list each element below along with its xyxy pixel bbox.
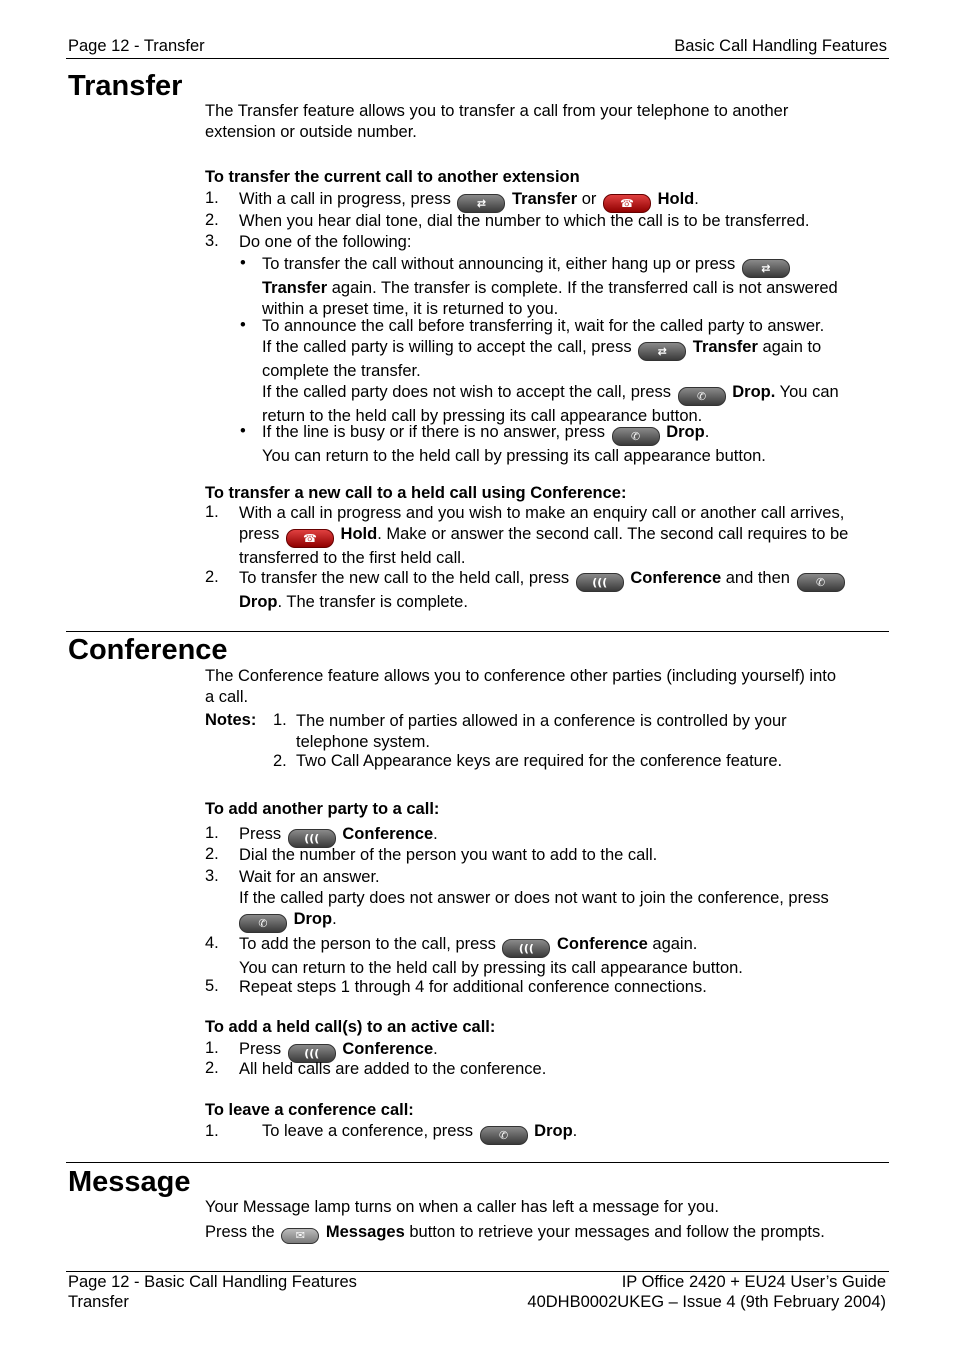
step-number: 2.	[205, 845, 219, 863]
step-number: 1.	[273, 711, 287, 729]
text: Messages	[325, 1223, 405, 1241]
step-number: 2.	[205, 211, 219, 229]
note2: Two Call Appearance keys are required for the conference feature.	[296, 752, 783, 770]
text: Press	[239, 1040, 282, 1058]
message-title: Message	[68, 1166, 191, 1198]
text: transferred to the first held call.	[239, 549, 466, 567]
drop-icon: ✆	[797, 573, 845, 592]
text: Hold	[340, 525, 378, 543]
transfer-intro-l2: extension or outside number.	[205, 123, 417, 141]
text: Drop	[666, 423, 705, 441]
conference-icon: (((	[288, 829, 336, 848]
footer-left2: Transfer	[68, 1293, 129, 1311]
message-l1: Your Message lamp turns on when a caller has left a message for you.	[205, 1198, 719, 1216]
footer-right1: IP Office 2420 + EU24 User’s Guide	[621, 1273, 886, 1291]
step-number: 2.	[273, 752, 287, 770]
drop-icon: ✆	[678, 387, 726, 406]
step-number: 1.	[205, 503, 219, 521]
step-number: 1.	[205, 824, 219, 842]
transfer-icon: ⇄	[742, 259, 790, 278]
text: return to the held call by pressing its call appearance button.	[262, 407, 703, 425]
text: . Make or answer the second call. The second call requires to be	[377, 525, 849, 543]
text: Press	[239, 825, 282, 843]
transfer-step1: With a call in progress, press ⇄ Transfer or ☎ Hold.	[239, 189, 889, 213]
text: To leave a conference, press	[262, 1122, 473, 1140]
conference-icon: (((	[576, 573, 624, 592]
text: Hold	[657, 190, 695, 208]
text: . The transfer is complete.	[277, 593, 468, 611]
step-number: 1.	[205, 1122, 219, 1140]
text: You can return to the held call by pressing its call appearance button.	[262, 447, 766, 465]
text: again.	[652, 935, 698, 953]
text: or	[581, 190, 597, 208]
step-number: 3.	[205, 867, 219, 885]
text: within a preset time, it is returned to you.	[262, 300, 559, 318]
transfer-title: Transfer	[68, 70, 183, 102]
message-l2	[205, 1222, 895, 1244]
text: If the called party does not wish to accept the call, press	[262, 383, 672, 401]
transfer-sub1: To transfer the current call to another extension	[205, 168, 580, 186]
step-number: 2.	[205, 1059, 219, 1077]
conference-step3: Wait for an answer. If the called party does not answer or does not want to join the conference, press ✆ Drop.	[239, 867, 889, 933]
transfer-icon: ⇄	[457, 194, 505, 213]
transfer-icon: ⇄	[638, 342, 686, 361]
text: a call.	[205, 688, 249, 706]
text: Drop	[534, 1122, 573, 1140]
transfer-sub2: To transfer a new call to a held call using Conference:	[205, 484, 627, 502]
step-number: 3.	[205, 232, 219, 250]
text: The number of parties allowed in a conference is controlled by your	[296, 712, 787, 730]
step-number: 4.	[205, 934, 219, 952]
text: Drop	[293, 910, 333, 928]
step-number: 1.	[205, 1039, 219, 1057]
text: Conference	[630, 569, 722, 587]
transfer-bullet2	[262, 316, 889, 427]
text: Conference	[557, 935, 648, 953]
step-number: 5.	[205, 977, 219, 995]
conference-step4	[239, 934, 889, 979]
bullet: •	[240, 422, 246, 440]
text: button to retrieve your messages and follow the prompts.	[409, 1223, 825, 1241]
note1	[296, 711, 787, 753]
text: You can	[779, 383, 839, 401]
bullet: •	[240, 254, 246, 272]
conference-sub3: To leave a conference call:	[205, 1101, 414, 1119]
text: and then	[725, 569, 790, 587]
text: If the called party is willing to accept the call, press	[262, 338, 632, 356]
text: again. The transfer is complete. If the transferred call is not answered	[331, 279, 838, 297]
text: To transfer the new call to the held call, press	[239, 569, 570, 587]
transfer-conf-step2	[239, 568, 889, 613]
text: To transfer the call without announcing it, either hang up or press	[262, 255, 736, 273]
conference-icon: (((	[288, 1044, 336, 1063]
text: Transfer	[262, 279, 328, 297]
text: If the called party does not answer or does not want to join the conference, press	[239, 889, 829, 907]
text: press	[239, 525, 280, 543]
conference-title: Conference	[68, 634, 228, 666]
text: Transfer	[692, 338, 758, 356]
text: Drop.	[732, 383, 776, 401]
text: With a call in progress and you wish to make an enquiry call or another call arrives,	[239, 504, 845, 522]
drop-icon: ✆	[612, 427, 660, 446]
transfer-bullet3: If the line is busy or if there is no answer, press ✆ Drop. You can return to the held call by pressing its call appearance button.	[262, 423, 766, 465]
transfer-intro	[205, 101, 895, 143]
drop-icon: ✆	[239, 914, 287, 933]
transfer-intro-l1: The Transfer feature allows you to transfer a call from your telephone to another	[205, 102, 789, 120]
text: Conference	[342, 1040, 434, 1058]
conference-icon: (((	[502, 939, 550, 958]
text: complete the transfer.	[262, 362, 421, 380]
notes-label: Notes:	[205, 711, 257, 729]
step-number: 1.	[205, 189, 219, 207]
text: Transfer	[512, 190, 578, 208]
messages-icon: ✉	[281, 1228, 319, 1244]
text: Conference	[342, 825, 434, 843]
conference-sub2: To add a held call(s) to an active call:	[205, 1018, 496, 1036]
held-step2: All held calls are added to the conference.	[239, 1060, 547, 1078]
bullet: •	[240, 316, 246, 334]
text: Wait for an answer.	[239, 868, 380, 886]
conference-sub1: To add another party to a call:	[205, 800, 440, 818]
text: With a call in progress, press	[239, 190, 451, 208]
conference-intro	[205, 666, 895, 708]
text: To add the person to the call, press	[239, 935, 496, 953]
section-rule	[66, 1162, 889, 1163]
transfer-bullet1	[262, 254, 889, 320]
header-rule	[66, 58, 889, 59]
transfer-conf-step1	[239, 503, 889, 569]
section-rule	[66, 631, 889, 632]
held-step1: Press ((( Conference.	[239, 1039, 889, 1063]
text: The Conference feature allows you to conference other parties (including yourself) into	[205, 667, 837, 685]
hold-icon: ☎	[603, 194, 651, 213]
step-number: 2.	[205, 568, 219, 586]
leave-step1: To leave a conference, press ✆ Drop.	[262, 1122, 577, 1145]
header-left: Page 12 - Transfer	[68, 37, 205, 55]
text: Drop	[239, 593, 278, 611]
text: You can return to the held call by pressing its call appearance button.	[239, 959, 743, 977]
text: again to	[762, 338, 822, 356]
text: To announce the call before transferring it, wait for the called party to answer.	[262, 317, 825, 335]
footer-rule	[66, 1271, 889, 1272]
hold-icon: ☎	[286, 529, 334, 548]
footer-right2: 40DHB0002UKEG – Issue 4 (9th February 2004)	[527, 1293, 886, 1311]
conference-step2: Dial the number of the person you want to add to the call.	[239, 846, 658, 864]
footer-left1: Page 12 - Basic Call Handling Features	[68, 1273, 357, 1291]
conference-step5: Repeat steps 1 through 4 for additional conference connections.	[239, 978, 707, 996]
text: telephone system.	[296, 733, 430, 751]
header-right: Basic Call Handling Features	[674, 37, 887, 55]
transfer-step2: When you hear dial tone, dial the number to which the call is to be transferred.	[239, 212, 810, 230]
conference-step1: Press ((( Conference.	[239, 824, 889, 848]
transfer-step3: Do one of the following:	[239, 233, 412, 251]
text: If the line is busy or if there is no answer, press	[262, 423, 605, 441]
drop-icon: ✆	[480, 1126, 528, 1145]
text: Press the	[205, 1223, 275, 1241]
